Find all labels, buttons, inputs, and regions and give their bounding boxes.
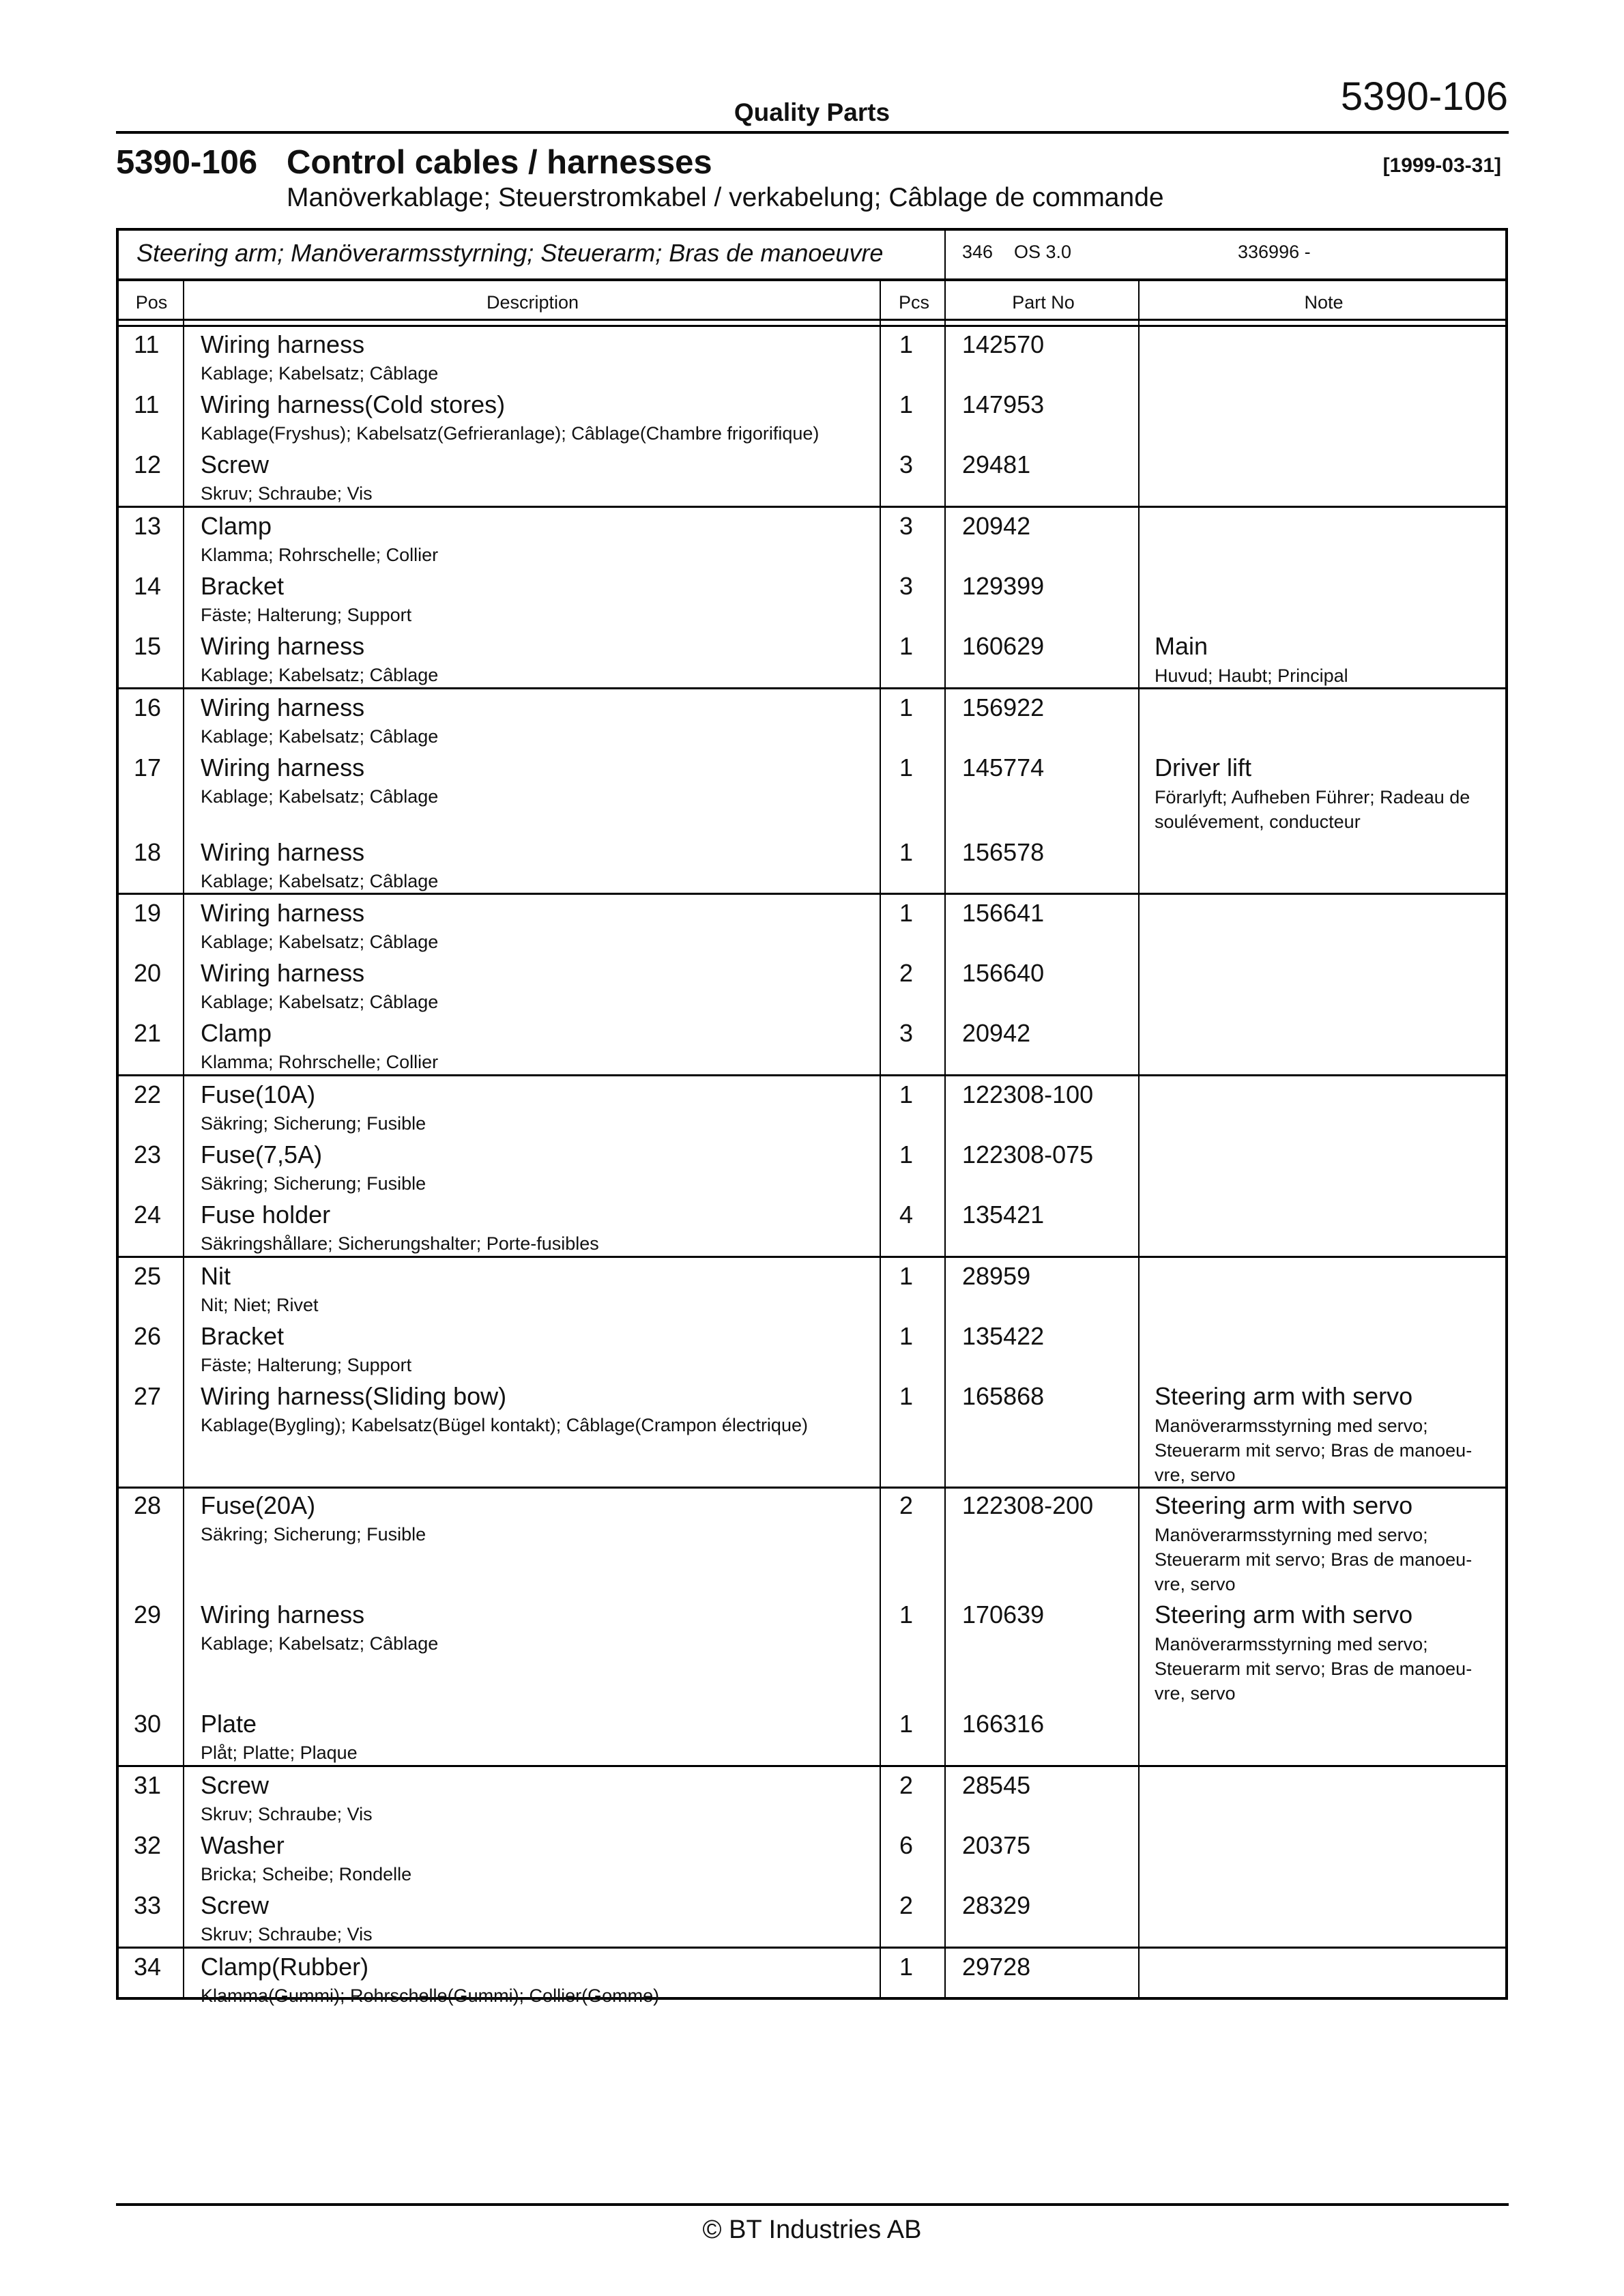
row-name: Clamp(Rubber) [201,1953,369,1981]
row-translation: Fäste; Halterung; Support [201,605,412,625]
row-pcs: 1 [899,1262,914,1290]
group-separator [119,893,1505,895]
row-description [201,1382,808,1436]
row-name: Screw [201,450,270,478]
row-description [201,572,411,626]
row-pos: 30 [134,1710,162,1738]
row-pos: 17 [134,754,162,781]
row-name: Wiring harness [201,959,365,987]
col-header-note: Note [1304,292,1344,313]
row-part-no: 122308-100 [962,1080,1094,1108]
row-part-no: 28545 [962,1771,1031,1799]
row-pcs: 3 [899,1019,914,1047]
row-name: Wiring harness [201,838,365,866]
row-description [201,1019,438,1073]
row-pcs: 2 [899,1491,914,1519]
row-description [201,754,438,807]
row-pos: 19 [134,899,162,927]
row-pos: 34 [134,1953,162,1981]
row-pcs: 1 [899,754,914,781]
row-name: Screw [201,1771,270,1799]
row-pos: 31 [134,1771,162,1799]
row-part-no: 142570 [962,330,1045,358]
row-translation: Kablage; Kabelsatz; Câblage [201,786,439,807]
row-pcs: 1 [899,1080,914,1108]
row-translation: Skruv; Schraube; Vis [201,1924,373,1945]
row-note [1155,632,1496,688]
row-translation: Säkring; Sicherung; Fusible [201,1173,426,1194]
row-pcs: 1 [899,1601,914,1628]
row-description [201,1140,426,1194]
row-translation: Kablage; Kabelsatz; Câblage [201,665,439,685]
row-pcs: 1 [899,390,914,418]
row-description [201,512,438,566]
row-name: Clamp [201,1019,272,1047]
row-name: Wiring harness(Cold stores) [201,390,506,418]
row-part-no: 156640 [962,959,1045,987]
row-pcs: 1 [899,899,914,927]
section-number: 5390-106 [116,144,258,181]
row-name: Fuse holder [201,1201,331,1229]
group-separator [119,1074,1505,1076]
row-pcs: 6 [899,1831,914,1859]
row-translation: Säkringshållare; Sicherungshalter; Porte-fusibles [201,1233,599,1254]
row-pos: 32 [134,1831,162,1859]
note-title: Steering arm with servo [1155,1491,1413,1519]
row-translation: Kablage; Kabelsatz; Câblage [201,871,439,891]
row-description [201,1831,411,1885]
row-part-no: 129399 [962,572,1045,600]
row-description [201,1491,426,1545]
group-separator [119,1765,1505,1767]
row-description [201,1771,373,1825]
row-pos: 11 [134,330,160,358]
section-date: [1999-03-31] [1382,154,1501,177]
row-translation: Kablage; Kabelsatz; Câblage [201,363,439,384]
row-pos: 29 [134,1601,162,1628]
row-name: Bracket [201,572,285,600]
row-description [201,1710,358,1764]
row-pos: 20 [134,959,162,987]
row-name: Wiring harness(Sliding bow) [201,1382,507,1410]
section-title: Control cables / harnesses [287,144,712,181]
row-description [201,1601,438,1654]
row-part-no: 156922 [962,693,1045,721]
row-pcs: 4 [899,1201,914,1229]
row-translation: Kablage; Kabelsatz; Câblage [201,992,439,1012]
info-serial: 336996 - [1238,242,1311,262]
row-part-no: 28959 [962,1262,1031,1290]
row-description [201,1953,659,2007]
row-note [1155,1491,1496,1596]
col-line [944,280,946,1997]
row-pos: 15 [134,632,162,660]
note-translation: Förarlyft; Aufheben Führer; Radeau de soulévement, conducteur [1155,787,1470,832]
note-translation: Manöverarmsstyrning med servo; Steuerarm mit servo; Bras de manoeu-vre, servo [1155,1634,1473,1704]
row-pos: 21 [134,1019,162,1047]
row-pcs: 3 [899,572,914,600]
note-translation: Manöverarmsstyrning med servo; Steuerarm mit servo; Bras de manoeu-vre, servo [1155,1525,1473,1594]
note-title: Main [1155,632,1208,660]
group-separator [119,1256,1505,1258]
row-description [201,390,819,444]
row-pos: 25 [134,1262,162,1290]
row-pos: 28 [134,1491,162,1519]
group-separator [119,687,1505,689]
row-name: Fuse(10A) [201,1080,316,1108]
parts-table [116,228,1508,2006]
brand-title: Quality Parts [734,98,890,126]
col-header-pcs: Pcs [898,292,929,313]
info-divider [944,231,946,280]
row-translation: Fäste; Halterung; Support [201,1355,412,1375]
row-pcs: 3 [899,450,914,478]
row-part-no: 165868 [962,1382,1045,1410]
row-pcs: 1 [899,632,914,660]
row-part-no: 122308-075 [962,1140,1094,1168]
row-note [1155,754,1496,834]
row-pcs: 1 [899,330,914,358]
note-title: Steering arm with servo [1155,1601,1413,1628]
row-pcs: 1 [899,1382,914,1410]
note-translation: Manöverarmsstyrning med servo; Steuerarm mit servo; Bras de manoeu-vre, servo [1155,1416,1473,1485]
row-translation: Kablage; Kabelsatz; Câblage [201,932,439,952]
row-translation: Klamma(Gummi); Rohrschelle(Gummi); Collier(Gomme) [201,1985,660,2006]
info-row-border [119,278,1505,281]
row-name: Nit [201,1262,231,1290]
row-translation: Klamma; Rohrschelle; Collier [201,545,439,565]
row-translation: Kablage; Kabelsatz; Câblage [201,726,439,747]
row-translation: Kablage(Fryshus); Kabelsatz(Gefrieranlage); Câblage(Chambre frigorifique) [201,423,820,444]
row-description [201,450,373,504]
row-part-no: 135421 [962,1201,1045,1229]
row-pos: 18 [134,838,162,866]
row-translation: Bricka; Scheibe; Rondelle [201,1864,412,1884]
row-pos: 23 [134,1140,162,1168]
row-pcs: 3 [899,512,914,540]
row-pos: 26 [134,1322,162,1350]
group-separator [119,1947,1505,1949]
row-part-no: 29728 [962,1953,1031,1981]
col-header-pos: Pos [135,292,168,313]
col-line [183,280,184,1997]
row-name: Clamp [201,512,272,540]
row-description [201,959,438,1013]
header-border-bottom [119,325,1505,327]
row-name: Fuse(7,5A) [201,1140,323,1168]
row-pos: 13 [134,512,162,540]
row-name: Wiring harness [201,693,365,721]
row-pos: 12 [134,450,162,478]
header-divider [116,131,1509,134]
row-part-no: 170639 [962,1601,1045,1628]
row-name: Wiring harness [201,899,365,927]
row-pos: 24 [134,1201,162,1229]
row-translation: Säkring; Sicherung; Fusible [201,1524,426,1545]
row-description [201,1262,319,1316]
row-part-no: 135422 [962,1322,1045,1350]
row-name: Wiring harness [201,1601,365,1628]
info-model: 346 [962,242,994,262]
row-translation: Skruv; Schraube; Vis [201,1804,373,1824]
footer-divider [116,2203,1509,2206]
row-part-no: 20942 [962,1019,1031,1047]
row-pos: 14 [134,572,162,600]
section-subtitle: Manöverkablage; Steuerstromkabel / verkabelung; Câblage de commande [287,183,1164,212]
row-part-no: 20942 [962,512,1031,540]
row-translation: Kablage(Bygling); Kabelsatz(Bügel kontakt); Câblage(Crampon électrique) [201,1415,808,1435]
row-part-no: 20375 [962,1831,1031,1859]
row-part-no: 156578 [962,838,1045,866]
row-pcs: 1 [899,838,914,866]
row-part-no: 156641 [962,899,1045,927]
row-name: Wiring harness [201,754,365,781]
note-title: Driver lift [1155,754,1251,781]
row-name: Wiring harness [201,330,365,358]
row-description [201,1891,373,1945]
row-description [201,330,438,384]
row-name: Bracket [201,1322,285,1350]
row-translation: Kablage; Kabelsatz; Câblage [201,1633,439,1654]
row-description [201,1322,411,1376]
row-pcs: 2 [899,959,914,987]
row-pos: 22 [134,1080,162,1108]
row-part-no: 122308-200 [962,1491,1094,1519]
col-line [880,280,881,1997]
col-header-description: Description [486,292,579,313]
row-part-no: 28329 [962,1891,1031,1919]
row-pos: 27 [134,1382,162,1410]
row-pcs: 1 [899,1140,914,1168]
info-description: Steering arm; Manöverarmsstyrning; Steuerarm; Bras de manoeuvre [136,239,884,267]
note-title: Steering arm with servo [1155,1382,1413,1410]
row-translation: Klamma; Rohrschelle; Collier [201,1052,439,1072]
row-name: Wiring harness [201,632,365,660]
row-name: Screw [201,1891,270,1919]
header-border-top [119,319,1505,321]
row-name: Washer [201,1831,285,1859]
row-pcs: 1 [899,1322,914,1350]
note-translation: Huvud; Haubt; Principal [1155,665,1348,686]
group-separator [119,506,1505,508]
col-header-part-no: Part No [1012,292,1075,313]
row-pcs: 2 [899,1891,914,1919]
row-translation: Säkring; Sicherung; Fusible [201,1113,426,1134]
info-os: OS 3.0 [1014,242,1072,262]
row-pos: 11 [134,390,160,418]
row-pos: 33 [134,1891,162,1919]
page-code: 5390-106 [1340,74,1508,119]
row-pcs: 1 [899,1710,914,1738]
group-separator [119,1487,1505,1489]
row-part-no: 160629 [962,632,1045,660]
row-translation: Skruv; Schraube; Vis [201,483,373,504]
row-description [201,632,438,686]
row-description [201,693,438,747]
row-pcs: 2 [899,1771,914,1799]
row-name: Plate [201,1710,257,1738]
row-note [1155,1382,1496,1487]
row-note [1155,1601,1496,1706]
row-description [201,838,438,892]
footer-copyright: © BT Industries AB [702,2215,922,2244]
row-pcs: 1 [899,1953,914,1981]
row-name: Fuse(20A) [201,1491,316,1519]
row-description [201,899,438,953]
row-pos: 16 [134,693,162,721]
row-description [201,1080,426,1134]
row-description [201,1201,599,1254]
row-part-no: 145774 [962,754,1045,781]
row-translation: Plåt; Platte; Plaque [201,1742,358,1763]
row-translation: Nit; Niet; Rivet [201,1295,319,1315]
row-part-no: 166316 [962,1710,1045,1738]
col-line [1138,280,1140,1997]
row-part-no: 147953 [962,390,1045,418]
row-pcs: 1 [899,693,914,721]
row-part-no: 29481 [962,450,1031,478]
